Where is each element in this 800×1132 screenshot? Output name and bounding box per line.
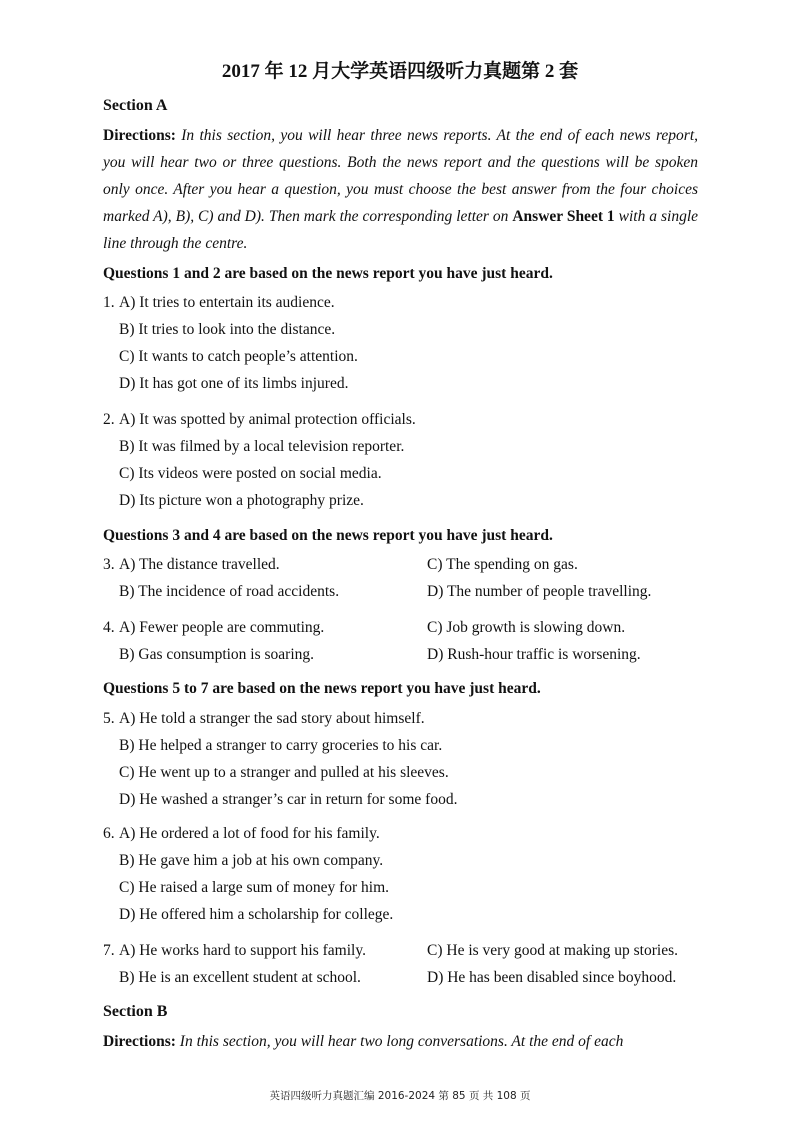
option-b: B) He gave him a job at his own company. [119,852,384,869]
option-a: A) Fewer people are commuting. [119,619,325,636]
option-b: B) Gas consumption is soaring. [119,646,315,663]
question-7 [103,937,678,991]
option-c: C) Job growth is slowing down. [427,619,626,636]
question-4 [103,614,641,668]
option-a: A) The distance travelled. [119,556,280,573]
option-a: A) He works hard to support his family. [119,942,366,959]
directions-text: In this section, you will hear two long conversations. At the end of each [179,1033,624,1050]
section-a-heading: Section A [103,97,168,114]
question-number: 6. [103,825,115,842]
question-number: 1. [103,294,115,311]
option-d: D) The number of people travelling. [427,583,652,600]
question-1 [103,289,358,397]
directions-label: Directions: [103,127,176,144]
section-b-directions [103,1028,698,1055]
question-group-heading: Questions 5 to 7 are based on the news report you have just heard. [103,680,541,697]
option-d: D) He washed a stranger’s car in return for some food. [119,791,458,808]
question-group-heading: Questions 3 and 4 are based on the news report you have just heard. [103,527,553,544]
question-5 [103,705,457,813]
question-number: 5. [103,710,115,727]
option-d: D) Its picture won a photography prize. [119,492,364,509]
directions-label: Directions: [103,1033,176,1050]
question-number: 4. [103,619,115,636]
option-b: B) He helped a stranger to carry groceries to his car. [119,737,443,754]
option-c: C) It wants to catch people’s attention. [119,348,358,365]
option-a: A) He told a stranger the sad story about himself. [119,710,425,727]
section-b-heading: Section B [103,1003,168,1020]
directions-text: In this section, you will hear three news reports. At the end of each news report, you will hear two or three questions. Both the news report and the questions will be spoken only once. After you hear a question, you must choose the best answer from the four choices marked A), B), C) and D). Then mark the corresponding letter on [103,127,698,225]
option-b: B) The incidence of road accidents. [119,583,340,600]
question-group-heading: Questions 1 and 2 are based on the news report you have just heard. [103,265,553,282]
question-number: 7. [103,942,115,959]
option-a: A) It tries to entertain its audience. [119,294,335,311]
question-number: 2. [103,411,115,428]
option-b: B) He is an excellent student at school. [119,969,361,986]
question-number: 3. [103,556,115,573]
page-title: 2017 年 12 月大学英语四级听力真题第 2 套 [221,61,579,82]
option-d: D) It has got one of its limbs injured. [119,375,349,392]
question-2 [103,406,416,514]
option-c: C) He raised a large sum of money for him. [119,879,390,896]
option-d: D) He has been disabled since boyhood. [427,969,677,986]
question-3 [103,551,652,605]
option-c: C) The spending on gas. [427,556,578,573]
question-6 [103,820,393,928]
option-b: B) It tries to look into the distance. [119,321,336,338]
section-a-directions [103,122,698,257]
page-footer: 英语四级听力真题汇编 2016-2024 第 85 页 共 108 页 [269,1090,531,1102]
option-a: A) It was spotted by animal protection officials. [119,411,416,428]
option-d: D) He offered him a scholarship for college. [119,906,394,923]
answer-sheet-ref: Answer Sheet 1 [512,208,615,225]
option-c: C) He is very good at making up stories. [427,942,678,959]
option-b: B) It was filmed by a local television reporter. [119,438,405,455]
option-a: A) He ordered a lot of food for his family. [119,825,380,842]
option-d: D) Rush-hour traffic is worsening. [427,646,641,663]
directions-tail: with a single line through the centre. [103,208,699,252]
option-c: C) He went up to a stranger and pulled at his sleeves. [119,764,449,781]
option-c: C) Its videos were posted on social media. [119,465,382,482]
